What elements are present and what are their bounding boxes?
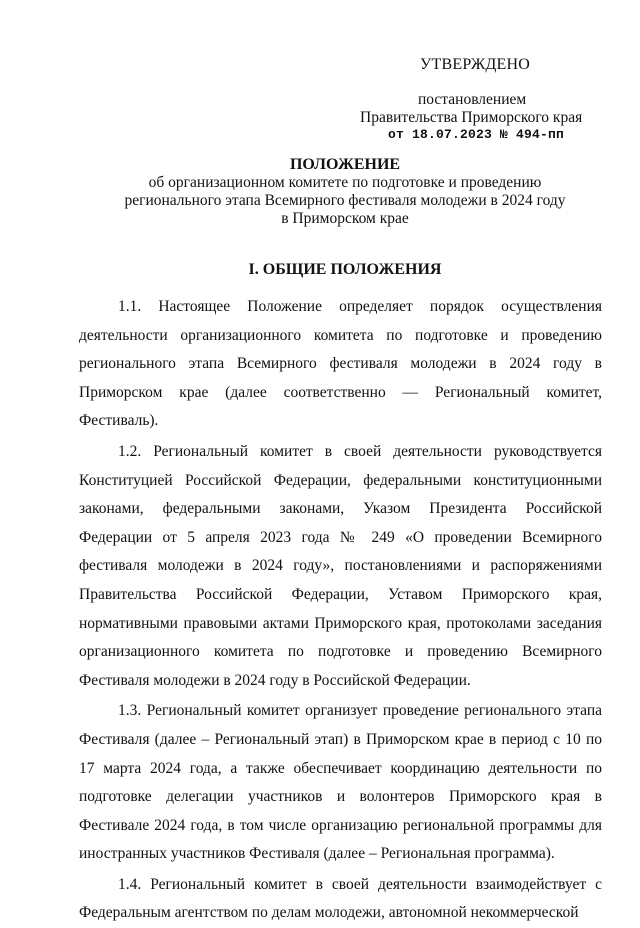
document-subtitle-line: регионального этапа Всемирного фестиваля молодежи в 2024 году (124, 192, 566, 209)
section-heading: I. ОБЩИЕ ПОЛОЖЕНИЯ (248, 261, 442, 278)
document-title-block (80, 156, 610, 228)
paragraph-1-3: 1.3. Региональный комитет организует проведение регионального этапа Фестиваля (далее – Региональный этап) в Приморском крае в период с 10 по 17 марта 2024 года, а также обеспечивает координацию деятельности по подготовке делегации участников и волонтеров Приморского края в Фестивале 2024 года, в том числе организацию региональной программы для иностранных участников Фестиваля (далее – Региональная программа). (79, 702, 602, 863)
approved-title: УТВЕРЖДЕНО (420, 56, 531, 73)
document-subtitle-line: в Приморском крае (281, 210, 409, 227)
section-body (79, 293, 602, 928)
document-subtitle-line: об организационном комитете по подготовке и проведению (148, 174, 542, 191)
paragraph-1-4: 1.4. Региональный комитет в своей деятельности взаимодействует с Федеральным агентством по делам молодежи, автономной некоммерческой (79, 875, 602, 922)
paragraph-1-1: 1.1. Настоящее Положение определяет порядок осуществления деятельности организационного комитета по подготовке и проведению регионального этапа Всемирного фестиваля молодежи в 2024 году в Приморском крае (далее соответственно — Региональный комитет, Фестиваль). (79, 298, 602, 430)
document-title: ПОЛОЖЕНИЕ (289, 156, 401, 173)
paragraph-1-2: 1.2. Региональный комитет в своей деятельности руководствуется Конституцией Российской Федерации, федеральными конституционными законами, федеральными законами, Указом Президента Российской Федерации от 5 апреля 2023 года № 249 «О проведении Всемирного фестиваля молодежи в 2024 году», постановлениями и распоряжениями Правительства Российской Федерации, Уставом Приморского края, нормативными правовыми актами Приморского края, протоколами заседания организационного комитета по подготовке и проведению Всемирного Фестиваля молодежи в 2024 году в Российской Федерации. (79, 442, 602, 689)
issuing-authority: Правительства Приморского края (360, 109, 583, 126)
resolution-word: постановлением (418, 91, 527, 108)
resolution-date-number: от 18.07.2023 № 494-пп (388, 127, 565, 142)
